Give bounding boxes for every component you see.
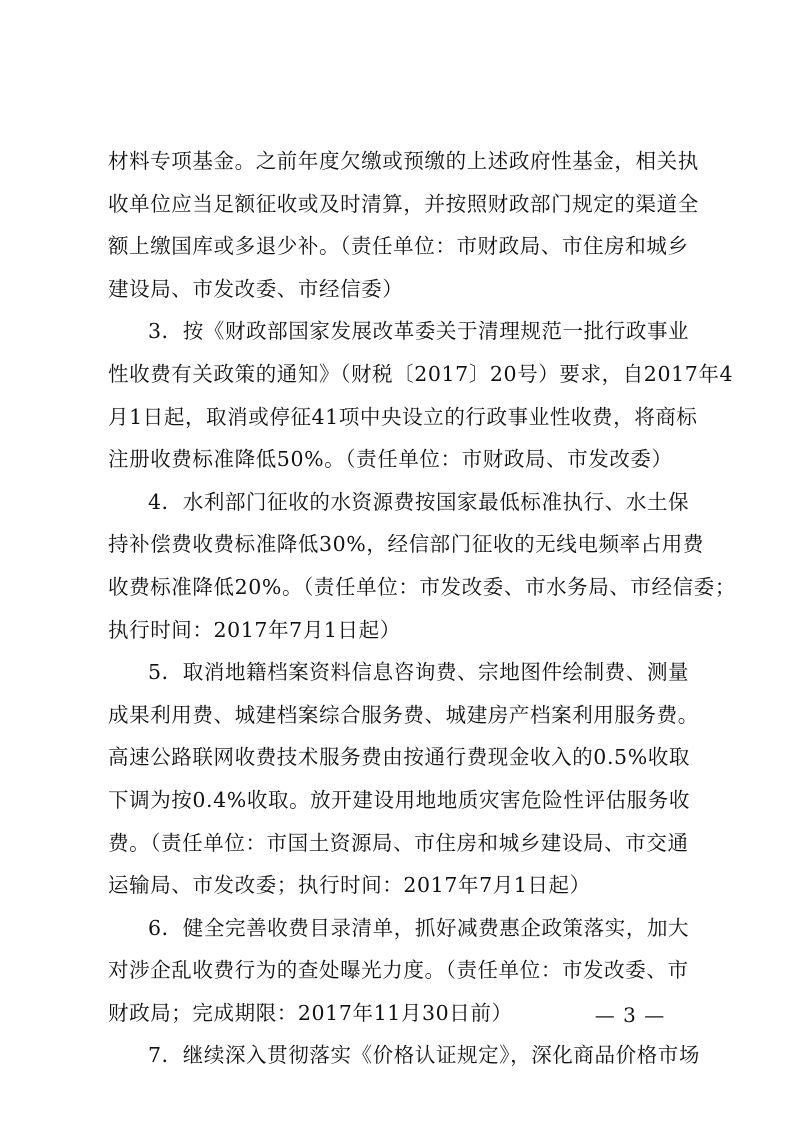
text-line: 7．继续深入贯彻落实《价格认证规定》，深化商品价格市场 — [148, 1043, 700, 1068]
text-line: 3．按《财政部国家发展改革委关于清理规范一批行政事业 — [148, 319, 690, 344]
paragraph — [108, 310, 734, 480]
paragraph — [108, 1034, 700, 1077]
text-line: 费。（责任单位：市国土资源局、市住房和城乡建设局、市交通 — [108, 830, 689, 855]
paragraph — [108, 140, 700, 310]
text-line: 成果利用费、城建档案综合服务费、城建房产档案利用服务费。 — [108, 702, 699, 727]
text-line: 5．取消地籍档案资料信息咨询费、宗地图件绘制费、测量 — [148, 660, 690, 685]
text-line: 财政局；完成期限：2017年11月30日前） — [108, 1000, 513, 1025]
text-line: 收单位应当足额征收或及时清算，并按照财政部门规定的渠道全 — [108, 191, 699, 216]
text-line: 下调为按0.4%收取。放开建设用地地质灾害危险性评估服务收 — [108, 787, 690, 812]
paragraph — [108, 651, 700, 907]
text-line: 注册收费标准降低50%。（责任单位：市财政局、市发改委） — [108, 447, 673, 472]
document-body — [108, 140, 736, 1077]
text-line: 对涉企乱收费行为的查处曝光力度。（责任单位：市发改委、市 — [108, 958, 689, 983]
text-line: 材料专项基金。之前年度欠缴或预缴的上述政府性基金，相关执 — [108, 149, 699, 173]
text-line: 性收费有关政策的通知》（财税〔2017〕20号）要求，自2017年4 — [108, 361, 734, 386]
text-line: 额上缴国库或多退少补。（责任单位：市财政局、市住房和城乡 — [108, 234, 689, 259]
text-line: 月1日起，取消或停征41项中央设立的行政事业性收费，将商标 — [108, 404, 698, 429]
page-number: — 3 — — [594, 1003, 666, 1027]
text-line: 6．健全完善收费目录清单，抓好减费惠企政策落实，加大 — [148, 915, 690, 940]
text-line: 持补偿费收费标准降低30%，经信部门征收的无线电频率占用费 — [108, 532, 704, 557]
text-line: 运输局、市发改委；执行时间：2017年7月1日起） — [108, 873, 591, 898]
paragraph — [108, 481, 736, 651]
text-line: 收费标准降低20%。（责任单位：市发改委、市水务局、市经信委； — [108, 574, 736, 599]
text-line: 4．水利部门征收的水资源费按国家最低标准执行、水土保 — [148, 489, 690, 514]
text-line: 高速公路联网收费技术服务费由按通行费现金收入的0.5%收取 — [108, 745, 690, 770]
text-line: 执行时间：2017年7月1日起） — [108, 617, 401, 642]
text-line: 建设局、市发改委、市经信委） — [108, 276, 404, 301]
